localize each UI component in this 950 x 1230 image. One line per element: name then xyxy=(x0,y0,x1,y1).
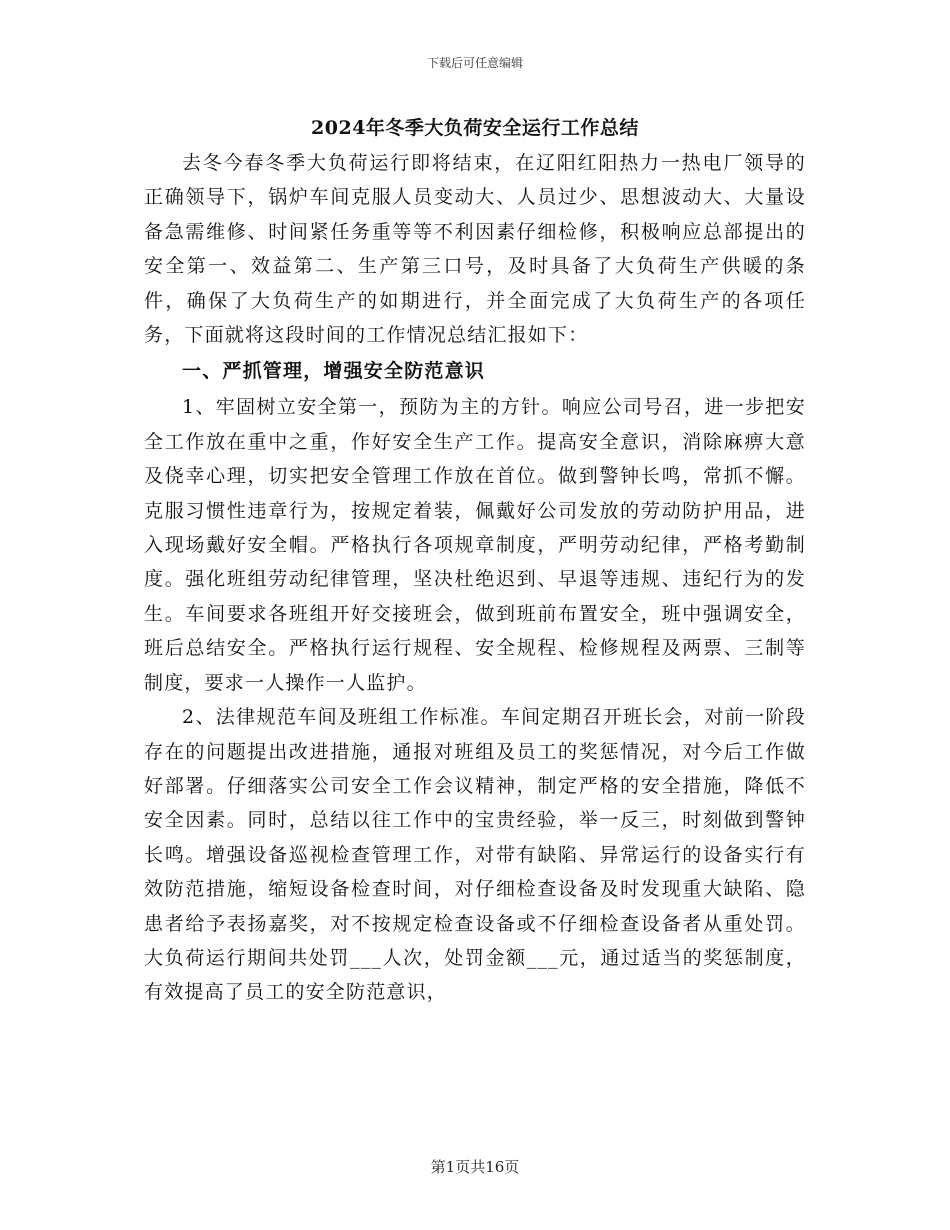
document-title: 2024年冬季大负荷安全运行工作总结 xyxy=(311,117,639,139)
page-footer: 第1页共16页 xyxy=(430,1158,520,1176)
document-body xyxy=(144,146,806,1010)
section-heading: 一、严抓管理，增强安全防范意识 xyxy=(182,360,486,383)
paragraph-2: 2、法律规范车间及班组工作标准。车间定期召开班长会，对前一阶段存在的问题提出改进措施，通报对班组及员工的奖惩情况，对今后工作做好部署。仔细落实公司安全工作会议精神，制定严格的安全措施，降低不安全因素。同时，总结以往工作中的宝贵经验，举一反三，时刻做到警钟长鸣。增强设备巡视检查管理工作，对带有缺陷、异常运行的设备实行有效防范措施，缩短设备检查时间，对仔细检查设备及时发现重大缺陷、隐患者给予表扬嘉奖，对不按规定检查设备或不仔细检查设备者从重处罚。大负荷运行期间共处罚___人次，处罚金额___元，通过适当的奖惩制度，有效提高了员工的安全防范意识， xyxy=(144,706,806,1004)
intro-paragraph: 去冬今春冬季大负荷运行即将结束，在辽阳红阳热力一热电厂领导的正确领导下，锅炉车间克服人员变动大、人员过少、思想波动大、大量设备急需维修、时间紧任务重等等不利因素仔细检修，积极响应总部提出的安全第一、效益第二、生产第三口号，及时具备了大负荷生产供暖的条件，确保了大负荷生产的如期进行，并全面完成了大负荷生产的各项任务，下面就将这段时间的工作情况总结汇报如下： xyxy=(144,152,806,347)
paragraph-1: 1、牢固树立安全第一，预防为主的方针。响应公司号召，进一步把安全工作放在重中之重，作好安全生产工作。提高安全意识，消除麻痹大意及侥幸心理，切实把安全管理工作放在首位。做到警钟长鸣，常抓不懈。克服习惯性违章行为，按规定着装，佩戴好公司发放的劳动防护用品，进入现场戴好安全帽。严格执行各项规章制度，严明劳动纪律，严格考勤制度。强化班组劳动纪律管理，坚决杜绝迟到、早退等违规、违纪行为的发生。车间要求各班组开好交接班会，做到班前布置安全，班中强调安全，班后总结安全。严格执行运行规程、安全规程、检修规程及两票、三制等制度，要求一人操作一人监护。 xyxy=(144,396,806,694)
header-note: 下载后可任意编辑 xyxy=(426,56,523,70)
